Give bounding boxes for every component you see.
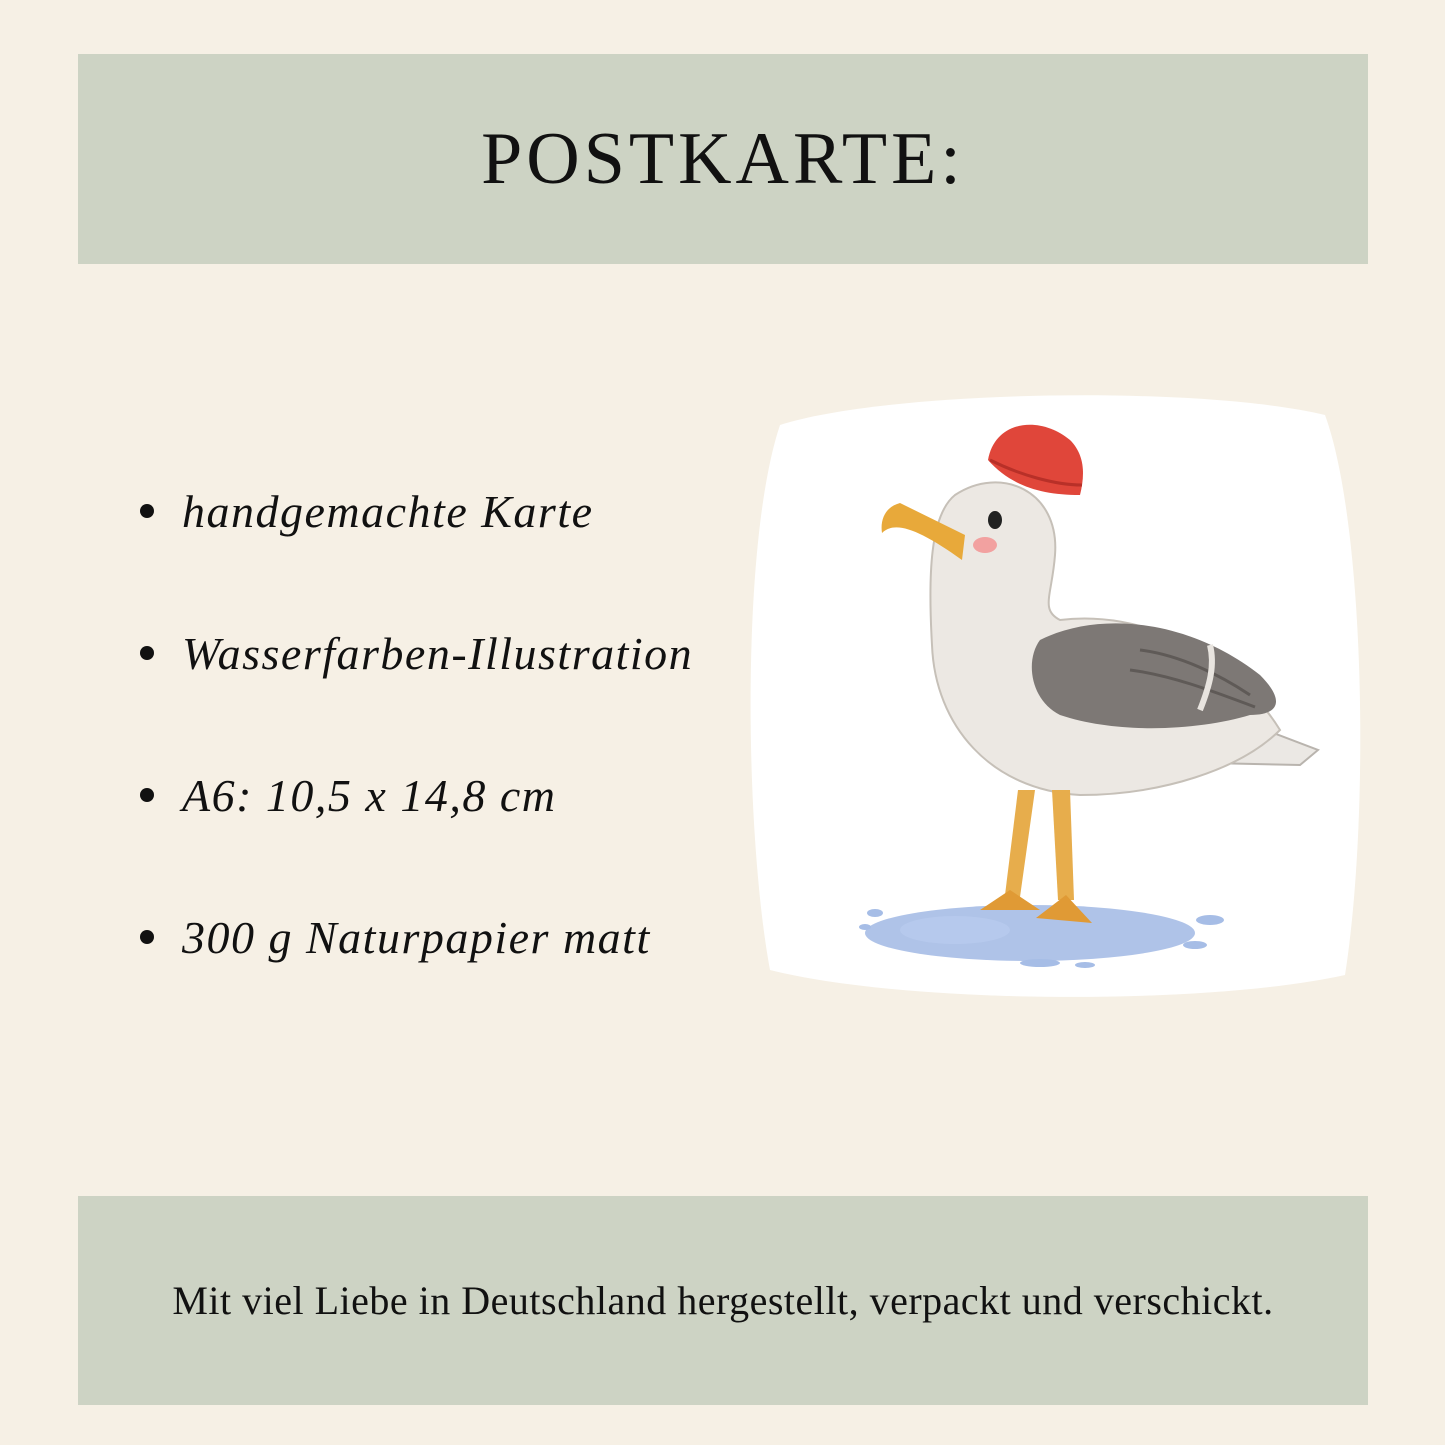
feature-item-watercolor xyxy=(140,582,693,724)
feature-item-paper xyxy=(140,866,693,1008)
feature-list xyxy=(140,440,693,1008)
footer-banner xyxy=(78,1196,1368,1405)
bullet-icon xyxy=(140,646,154,660)
feature-item-handmade xyxy=(140,440,693,582)
feature-label: Wasserfarben-Illustration xyxy=(182,627,694,679)
title-banner xyxy=(78,54,1368,264)
bullet-icon xyxy=(140,788,154,802)
feature-label: A6: 10,5 x 14,8 cm xyxy=(182,769,557,821)
feature-label: 300 g Naturpapier matt xyxy=(182,911,651,963)
bullet-icon xyxy=(140,930,154,944)
page-title: POSTKARTE: xyxy=(481,117,965,200)
seagull-with-red-hat-icon xyxy=(740,385,1370,1005)
feature-label: handgemachte Karte xyxy=(182,485,594,537)
bullet-icon xyxy=(140,504,154,518)
footer-text: Mit viel Liebe in Deutschland hergestellt, verpackt und verschickt. xyxy=(172,1278,1274,1323)
feature-item-size xyxy=(140,724,693,866)
